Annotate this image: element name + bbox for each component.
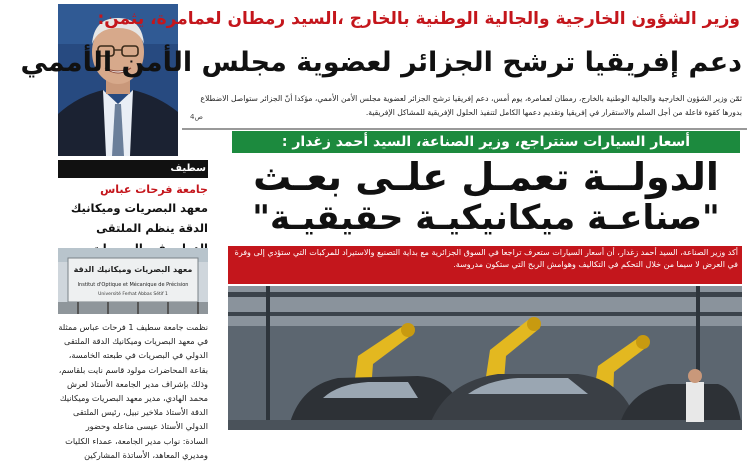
sign-line-3: Université Ferhat Abbas Sétif 1 (98, 292, 168, 297)
second-story-kicker: أسعار السيارات ستتراجع، وزير الصناعة، السيد أحمد زغدار : (281, 134, 691, 150)
top-story-kicker: وزير الشؤون الخارجية والجالية الوطنية بالخارج ،السيد رمطان لعمامرة، يثمن: (97, 9, 740, 29)
car-factory-photo (228, 286, 742, 430)
second-story-headline-line1[interactable]: الدولــة تعمـل علـى بعـث (253, 155, 719, 199)
second-story-lede: أكد وزير الصناعة، السيد أحمد زغدار، أن أسعار السيارات ستعرف تراجعا في السوق الجزائرية مع بداية التصنيع والاستيراد للمركبات التي ستؤدي إلى وفرة في العرض لا سيما من خلال التحكم في التكاليف وهوامش الربح التي ستكون مدروسة. (234, 248, 738, 269)
sidebar-kicker: جامعة فرحات عباس (100, 183, 208, 196)
sidebar-body: نظمت جامعة سطيف 1 فرحات عباس ممثلة في معهد البصريات وميكانيك الدقة الملتقى الدولي في البصريات في طبعته الخامسة، بقاعة المحاضرات مولود قاسم نايت بلقاسم، وذلك بإشراف مدير الجامعة الأستاذ لعرش محمد الهادي، مدير معهد البصريات وميكانيك الدقة الأستاذ ملاخير نبيل، رئيس الملتقى الدولي الأستاذ عيسى مناعله وحضور السادة: نواب مدير الجامعة، عمداء الكليات ومديري المعاهد، الأساتذة المشاركين (58, 322, 208, 460)
section-divider (182, 128, 747, 130)
sidebar-headline[interactable]: معهد البصريات وميكانيك الدقة ينظم الملتقى (70, 201, 208, 235)
page-jump-reference[interactable]: ص4 (190, 113, 203, 121)
sign-line-2: Institut d'Optique et Mécanique de Précision (77, 282, 189, 288)
section-tag: سطيف (170, 163, 206, 174)
top-story-headline[interactable]: دعم إفريقيا ترشح الجزائر لعضوية مجلس الأمن الأممي (20, 47, 742, 78)
sign-line-1: معهد البصريات وميكانيك الدقة (73, 265, 193, 274)
top-story-body: ثمّن وزير الشؤون الخارجية والجالية الوطنية بالخارج، رمطان لعمامرة، يوم أمس، دعم إفريقيا ترشح الجزائر لعضوية مجلس الأمن الأممي، مؤكدا أنّ الجزائر ستواصل الاضطلاع بدورها كقوة فاعلة من أجل السلم والاستقرار في إفريقيا وتقديم دعمها الكامل لتنفيذ الحلول الإفريقية للمشاكل الإفريقية. (200, 94, 742, 117)
second-story-headline-line2[interactable]: "صناعـة ميكانيكيـة حقيقيـة" (252, 198, 720, 238)
institute-building-photo (58, 248, 208, 314)
